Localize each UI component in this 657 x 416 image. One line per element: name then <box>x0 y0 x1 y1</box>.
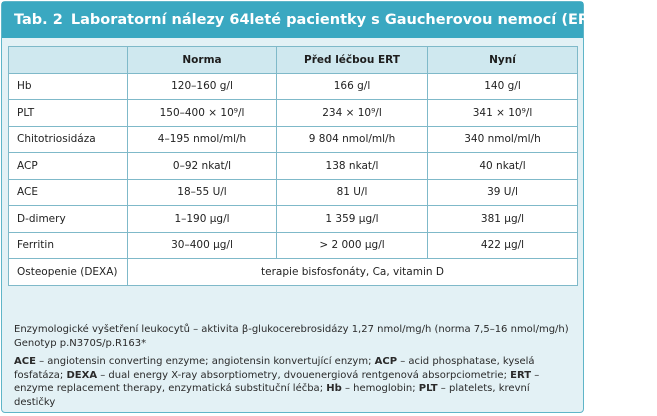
abbr-definition: – platelets, krevní destičky <box>14 383 530 408</box>
row-label: ACE <box>9 179 128 206</box>
header-cell-nyni: Nyní <box>428 47 578 74</box>
table-row <box>9 126 578 153</box>
footnote-enzymology <box>14 323 574 350</box>
cell-nyni: 140 g/l <box>428 73 578 100</box>
lab-results-table <box>8 46 578 286</box>
cell-nyni: 39 U/l <box>428 179 578 206</box>
cell-norma: 4–195 nmol/ml/h <box>128 126 277 153</box>
row-label: D-dimery <box>9 206 128 233</box>
cell-pred-lecbou: 9 804 nmol/ml/h <box>277 126 428 153</box>
row-label: Hb <box>9 73 128 100</box>
cell-pred-lecbou: 1 359 μg/l <box>277 206 428 233</box>
cell-norma: 18–55 U/l <box>128 179 277 206</box>
cell-nyni: 40 nkat/l <box>428 153 578 180</box>
cell-pred-lecbou: 166 g/l <box>277 73 428 100</box>
table-row <box>9 153 578 180</box>
cell-pred-lecbou: > 2 000 μg/l <box>277 232 428 259</box>
cell-norma: 120–160 g/l <box>128 73 277 100</box>
table-footnotes <box>14 323 574 414</box>
abbr-definition: – acid phosphatase, kyselá fosfatáza; <box>14 356 535 381</box>
cell-norma: 0–92 nkat/l <box>128 153 277 180</box>
header-cell-empty <box>9 47 128 74</box>
abbr-definition: – angiotensin converting enzyme; angiotensin konvertující enzym; <box>35 356 375 367</box>
row-label: ACP <box>9 153 128 180</box>
cell-pred-lecbou: 81 U/l <box>277 179 428 206</box>
abbr-term: DEXA <box>66 369 98 381</box>
table-panel <box>1 1 657 413</box>
row-label: Chitotriosidáza <box>9 126 128 153</box>
table-row <box>9 206 578 233</box>
footnote-abbreviations <box>14 355 574 409</box>
cell-norma: 30–400 μg/l <box>128 232 277 259</box>
table-row <box>9 232 578 259</box>
row-label: Osteopenie (DEXA) <box>9 259 128 286</box>
header-cell-norma: Norma <box>128 47 277 74</box>
table-title-bar <box>2 2 657 38</box>
footnote-genotype-line: Genotyp p.N370S/p.R163* <box>14 337 147 349</box>
header-cell-pred-lecbou: Před léčbou ERT <box>277 47 428 74</box>
cell-norma: 150–400 × 10⁹/l <box>128 100 277 127</box>
abbr-term: Hb <box>326 383 342 394</box>
table-header-row <box>9 47 578 74</box>
cell-norma: 1–190 μg/l <box>128 206 277 233</box>
table-row <box>9 179 578 206</box>
table-row <box>9 73 578 100</box>
footnote-enzymology-line: Enzymologické vyšetření leukocytů – aktivita β-glukocerebrosidázy 1,27 nmol/mg/h (norma 7,5–16 nmol/mg/h) <box>14 324 569 335</box>
abbr-definition: – dual energy X-ray absorptiometry, dvouenergiová rentgenová absorpciometrie; <box>97 369 511 381</box>
table-row-osteopenie <box>9 259 578 286</box>
row-label: PLT <box>9 100 128 127</box>
cell-nyni: 422 μg/l <box>428 232 578 259</box>
cell-pred-lecbou: 138 nkat/l <box>277 153 428 180</box>
abbr-term: PLT <box>418 383 438 394</box>
cell-merged-therapy: terapie bisfosfonáty, Ca, vitamin D <box>128 259 578 286</box>
row-label: Ferritin <box>9 232 128 259</box>
cell-nyni: 341 × 10⁹/l <box>428 100 578 127</box>
table-row <box>9 100 578 127</box>
cell-nyni: 381 μg/l <box>428 206 578 233</box>
abbr-term: ACP <box>374 356 398 367</box>
table-title: Laboratorní nálezy 64leté pacientky s Gaucherovou nemocí (ERT 12 let) <box>70 12 657 28</box>
cell-nyni: 340 nmol/ml/h <box>428 126 578 153</box>
abbr-term: ACE <box>14 356 36 367</box>
abbr-definition: – enzyme replacement therapy, enzymatická substituční léčba; <box>14 369 540 394</box>
abbr-term: ERT <box>510 369 532 381</box>
table-number: Tab. 2 <box>14 12 63 28</box>
cell-pred-lecbou: 234 × 10⁹/l <box>277 100 428 127</box>
abbr-definition: – hemoglobin; <box>341 383 419 394</box>
